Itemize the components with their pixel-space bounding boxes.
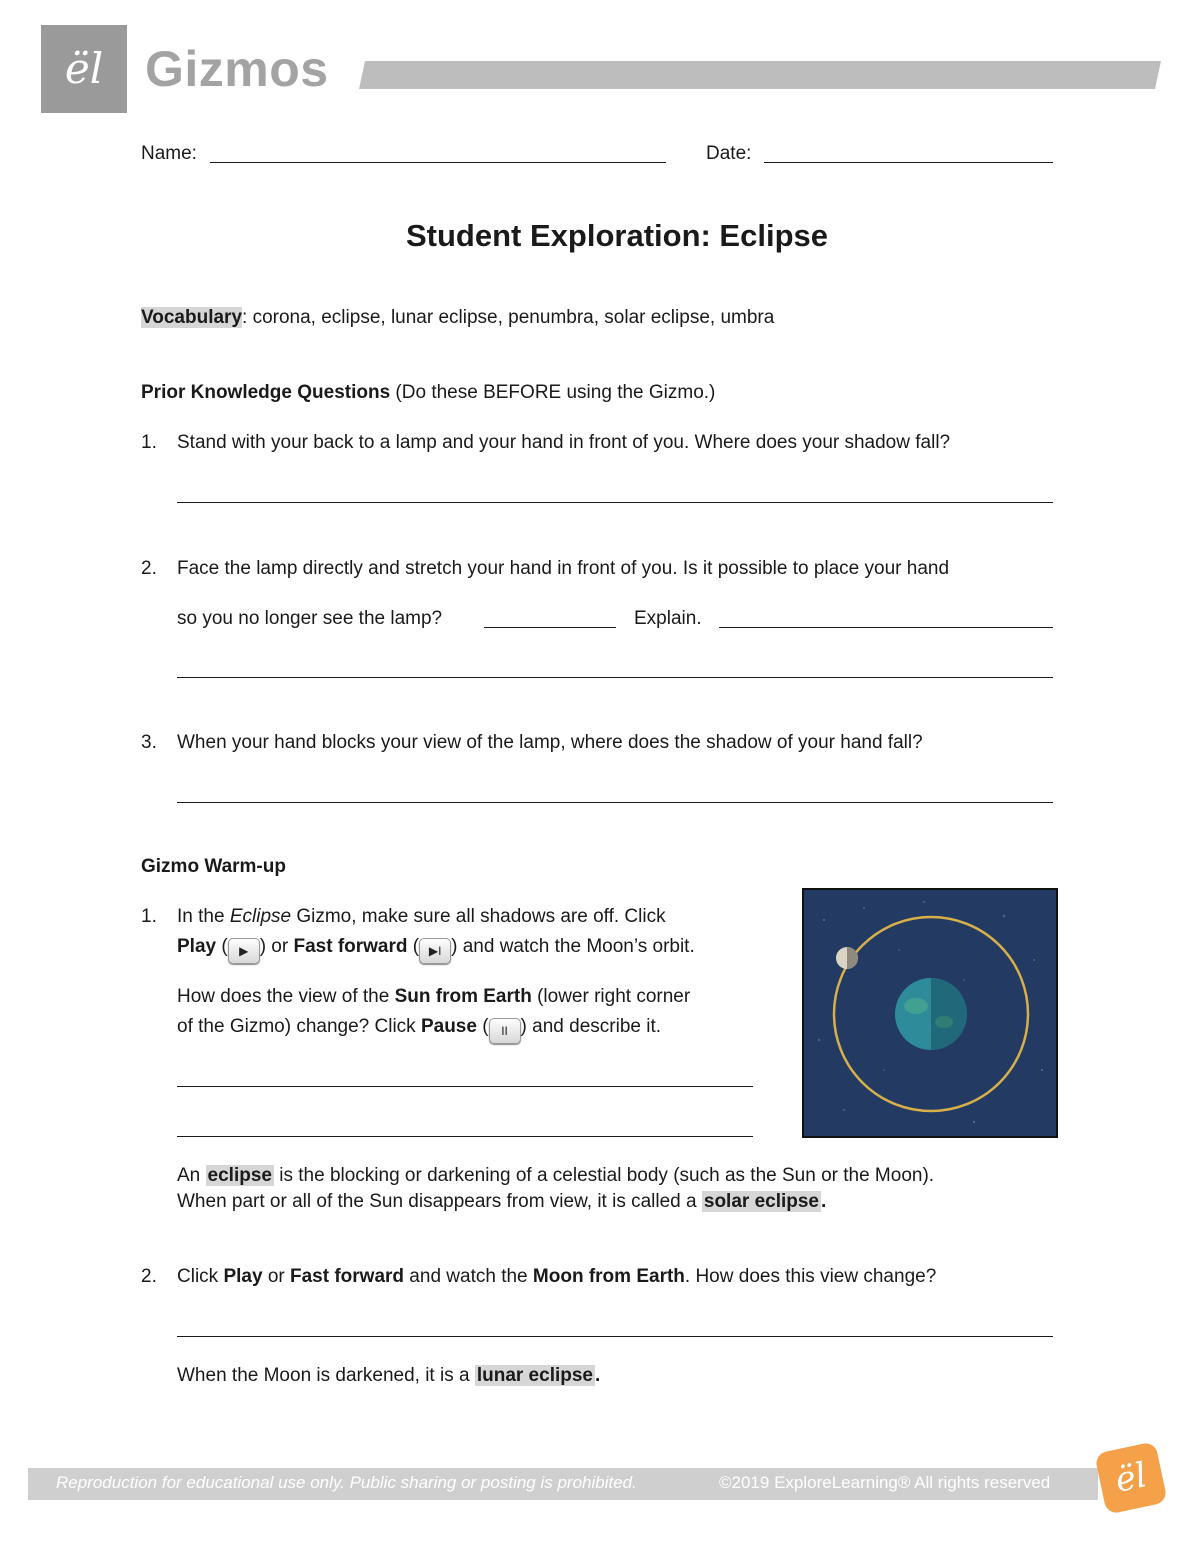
answer-line-2b[interactable]	[719, 627, 1053, 628]
vocabulary	[141, 307, 774, 329]
orbit-illustration	[804, 890, 1056, 1136]
date-field[interactable]	[764, 162, 1053, 163]
header-bar	[359, 61, 1161, 89]
answer-line-3[interactable]	[177, 802, 1053, 803]
answer-line-w2[interactable]	[177, 1336, 1053, 1337]
play-icon: ▶	[228, 938, 260, 964]
answer-line-2a[interactable]	[484, 627, 616, 628]
eclipse-definition: An eclipse is the blocking or darkening of a celestial body (such as the Sun or the Moon).	[177, 1165, 935, 1186]
question-number: 2.	[141, 1266, 157, 1287]
vocabulary-terms: : corona, eclipse, lunar eclipse, penumbra, solar eclipse, umbra	[242, 307, 775, 328]
gizmos-logo: ël	[41, 25, 127, 113]
pause-icon: II	[489, 1018, 521, 1044]
warmup-1-line1: In the Eclipse Gizmo, make sure all shadows are off. Click	[177, 906, 666, 927]
answer-line-2c[interactable]	[177, 677, 1053, 678]
warmup-1-question-line2: of the Gizmo) change? Click Pause ( II ) and describe it.	[177, 1016, 661, 1044]
brand-name: Gizmos	[145, 41, 329, 97]
question-number: 1.	[141, 906, 157, 927]
question-number: 3.	[141, 732, 157, 753]
warmup-heading: Gizmo Warm-up	[141, 856, 286, 877]
answer-line-1[interactable]	[177, 502, 1053, 503]
answer-line-w1a[interactable]	[177, 1086, 753, 1087]
page-title: Student Exploration: Eclipse	[406, 218, 828, 253]
name-label: Name:	[141, 143, 197, 164]
footer-notice: Reproduction for educational use only. Public sharing or posting is prohibited.	[56, 1473, 637, 1492]
question-1-text: Stand with your back to a lamp and your hand in front of you. Where does your shadow fall?	[177, 432, 951, 453]
question-3-text: When your hand blocks your view of the lamp, where does the shadow of your hand fall?	[177, 732, 923, 753]
solar-eclipse-definition: When part or all of the Sun disappears from view, it is called a solar eclipse .	[177, 1191, 827, 1212]
question-number: 2.	[141, 558, 157, 579]
name-field[interactable]	[210, 162, 666, 163]
explain-label: Explain.	[634, 608, 702, 629]
footer-copyright: ©2019 ExploreLearning® All rights reserved	[719, 1473, 1051, 1492]
vocabulary-label: Vocabulary	[141, 307, 243, 328]
eclipse-gizmo-image	[802, 888, 1058, 1138]
fast-forward-icon: ▶I	[419, 938, 451, 964]
prior-knowledge-heading: Prior Knowledge Questions (Do these BEFORE using the Gizmo.)	[141, 382, 716, 403]
lunar-eclipse-definition: When the Moon is darkened, it is a lunar eclipse .	[177, 1365, 601, 1386]
warmup-1-line2: Play ( ▶ ) or Fast forward ( ▶I ) and watch the Moon’s orbit.	[177, 936, 695, 964]
warmup-2-text: Click Play or Fast forward and watch the Moon from Earth. How does this view change?	[177, 1266, 937, 1287]
question-2-text: Face the lamp directly and stretch your hand in front of you. Is it possible to place your hand	[177, 558, 950, 579]
question-2-text-cont: so you no longer see the lamp?	[177, 608, 443, 629]
explorelearning-logo: ël	[1094, 1441, 1168, 1515]
question-number: 1.	[141, 432, 157, 453]
answer-line-w1b[interactable]	[177, 1136, 753, 1137]
date-label: Date:	[706, 143, 752, 164]
warmup-1-question-line1: How does the view of the Sun from Earth (lower right corner	[177, 986, 691, 1007]
